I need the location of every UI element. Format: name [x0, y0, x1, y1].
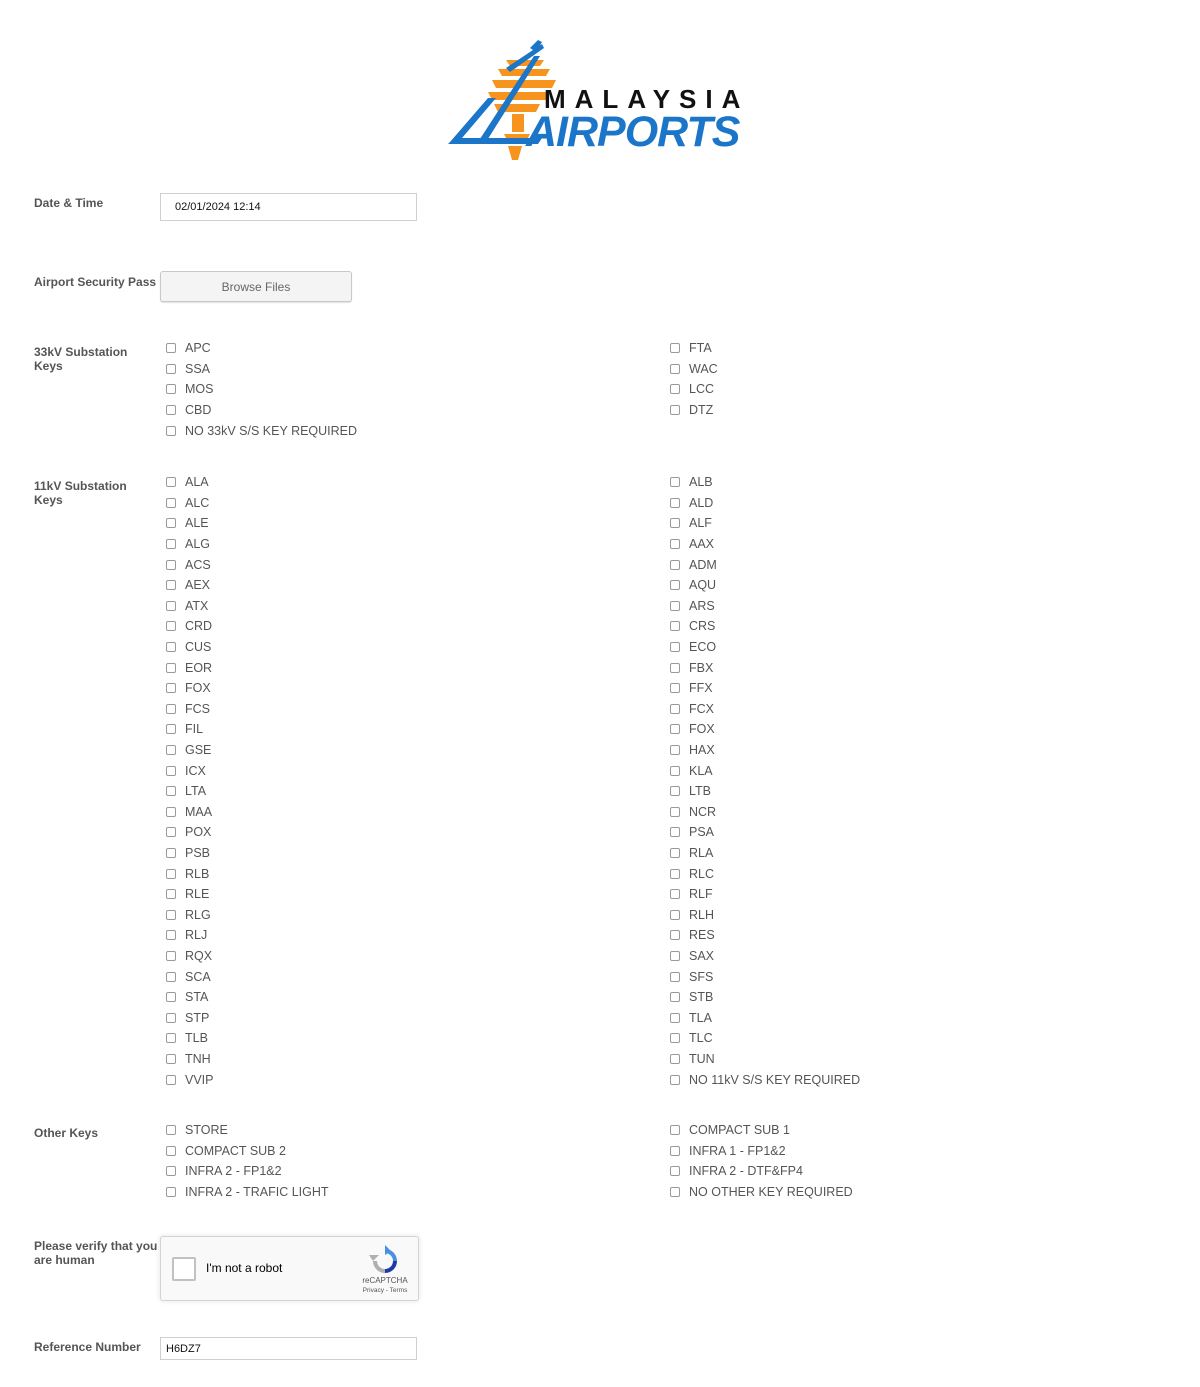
checkbox[interactable] — [166, 518, 176, 528]
checkbox-label: COMPACT SUB 1 — [689, 1123, 790, 1138]
checkbox-label: VVIP — [185, 1072, 214, 1087]
checkbox-option[interactable] — [166, 946, 214, 967]
checkbox-option[interactable] — [166, 616, 214, 637]
checkbox-label: FOX — [185, 681, 211, 696]
browse-files-button[interactable]: Browse Files — [160, 271, 352, 302]
checkbox-option[interactable] — [670, 987, 860, 1008]
checkbox-option[interactable] — [670, 699, 860, 720]
recaptcha-widget — [160, 1236, 419, 1301]
substation-33kv-left-list — [166, 338, 357, 441]
checkbox-label: TLA — [689, 1010, 712, 1025]
reference-number-label: Reference Number — [34, 1340, 141, 1354]
checkbox-label: MAA — [185, 804, 213, 819]
checkbox[interactable] — [670, 518, 680, 528]
checkbox-label: NCR — [689, 804, 717, 819]
checkbox[interactable] — [670, 910, 680, 920]
checkbox-option[interactable] — [670, 359, 718, 380]
checkbox-label: ALB — [689, 475, 713, 490]
checkbox-option[interactable] — [166, 420, 357, 441]
checkbox-label: NO OTHER KEY REQUIRED — [689, 1185, 853, 1200]
checkbox[interactable] — [670, 384, 680, 394]
checkbox-option[interactable] — [166, 1120, 329, 1141]
checkbox-option[interactable] — [670, 904, 860, 925]
checkbox[interactable] — [166, 601, 176, 611]
checkbox[interactable] — [166, 539, 176, 549]
checkbox[interactable] — [166, 477, 176, 487]
checkbox[interactable] — [670, 1033, 680, 1043]
checkbox-option[interactable] — [670, 843, 860, 864]
checkbox[interactable] — [166, 786, 176, 796]
checkbox[interactable] — [670, 560, 680, 570]
checkbox[interactable] — [166, 951, 176, 961]
checkbox-label: RLG — [185, 907, 211, 922]
checkbox-option[interactable] — [166, 472, 214, 493]
checkbox-label: AEX — [185, 578, 211, 593]
checkbox-label: LTA — [185, 784, 207, 799]
checkbox[interactable] — [670, 704, 680, 714]
checkbox[interactable] — [670, 539, 680, 549]
checkbox[interactable] — [166, 992, 176, 1002]
checkbox-option[interactable] — [166, 925, 214, 946]
checkbox[interactable] — [670, 807, 680, 817]
checkbox-option[interactable] — [670, 1007, 860, 1028]
checkbox[interactable] — [670, 477, 680, 487]
recaptcha-text: I'm not a robot — [206, 1261, 283, 1275]
checkbox-label: PSB — [185, 845, 211, 860]
checkbox-option[interactable] — [166, 1007, 214, 1028]
checkbox-option[interactable] — [670, 1161, 853, 1182]
checkbox[interactable] — [670, 745, 680, 755]
checkbox-option[interactable] — [166, 657, 214, 678]
checkbox[interactable] — [670, 601, 680, 611]
checkbox[interactable] — [670, 1054, 680, 1064]
checkbox-label: SFS — [689, 969, 714, 984]
checkbox-label: APC — [185, 341, 211, 356]
other-keys-left-list — [166, 1120, 329, 1202]
checkbox[interactable] — [166, 343, 176, 353]
checkbox[interactable] — [670, 1166, 680, 1176]
checkbox-option[interactable] — [670, 637, 860, 658]
checkbox-option[interactable] — [166, 1028, 214, 1049]
checkbox[interactable] — [670, 1125, 680, 1135]
checkbox-label: NO 11kV S/S KEY REQUIRED — [689, 1072, 861, 1087]
checkbox[interactable] — [670, 930, 680, 940]
security-pass-label: Airport Security Pass — [34, 275, 157, 289]
checkbox-option[interactable] — [166, 1161, 329, 1182]
substation-11kv-right-list — [670, 472, 860, 1090]
checkbox-option[interactable] — [670, 379, 718, 400]
recaptcha-icon — [369, 1245, 401, 1277]
checkbox-label: FIL — [185, 722, 204, 737]
checkbox-option[interactable] — [670, 513, 860, 534]
checkbox-option[interactable] — [670, 554, 860, 575]
checkbox-label: KLA — [689, 763, 713, 778]
checkbox-label: FBX — [689, 660, 714, 675]
recaptcha-checkbox[interactable] — [172, 1257, 196, 1281]
checkbox-option[interactable] — [670, 472, 860, 493]
checkbox[interactable] — [166, 848, 176, 858]
checkbox-option[interactable] — [670, 740, 860, 761]
checkbox-label: STORE — [185, 1123, 228, 1138]
checkbox[interactable] — [166, 869, 176, 879]
checkbox-option[interactable] — [670, 616, 860, 637]
checkbox[interactable] — [670, 405, 680, 415]
checkbox[interactable] — [166, 1166, 176, 1176]
checkbox-label: ATX — [185, 598, 209, 613]
checkbox[interactable] — [670, 683, 680, 693]
checkbox[interactable] — [166, 580, 176, 590]
checkbox[interactable] — [166, 1075, 176, 1085]
checkbox[interactable] — [166, 704, 176, 714]
checkbox-option[interactable] — [670, 1069, 860, 1090]
checkbox-label: INFRA 1 - FP1&2 — [689, 1143, 786, 1158]
checkbox-label: RLE — [185, 887, 210, 902]
captcha-label: Please verify that you are human — [34, 1239, 158, 1267]
checkbox-label: STB — [689, 990, 714, 1005]
checkbox-option[interactable] — [670, 1141, 853, 1162]
datetime-label: Date & Time — [34, 196, 104, 210]
checkbox[interactable] — [166, 405, 176, 415]
checkbox[interactable] — [166, 930, 176, 940]
malaysia-airports-logo — [446, 38, 756, 162]
logo-word-bottom: AIRPORTS — [526, 108, 740, 156]
checkbox[interactable] — [166, 1187, 176, 1197]
checkbox-option[interactable] — [166, 513, 214, 534]
checkbox-option[interactable] — [670, 719, 860, 740]
checkbox[interactable] — [670, 580, 680, 590]
checkbox-label: RES — [689, 928, 715, 943]
checkbox[interactable] — [670, 992, 680, 1002]
checkbox-option[interactable] — [166, 575, 214, 596]
checkbox-label: ALA — [185, 475, 209, 490]
checkbox-option[interactable] — [166, 596, 214, 617]
checkbox-label: RLH — [689, 907, 715, 922]
checkbox-label: RLJ — [185, 928, 208, 943]
checkbox-option[interactable] — [670, 802, 860, 823]
checkbox-label: INFRA 2 - FP1&2 — [185, 1164, 282, 1179]
checkbox[interactable] — [670, 364, 680, 374]
checkbox-label: TNH — [185, 1051, 211, 1066]
checkbox-option[interactable] — [670, 966, 860, 987]
checkbox[interactable] — [670, 724, 680, 734]
checkbox[interactable] — [166, 1013, 176, 1023]
checkbox[interactable] — [670, 343, 680, 353]
checkbox[interactable] — [670, 1075, 680, 1085]
checkbox[interactable] — [670, 621, 680, 631]
checkbox-option[interactable] — [670, 760, 860, 781]
checkbox-label: CRD — [185, 619, 213, 634]
checkbox-label: SCA — [185, 969, 211, 984]
checkbox[interactable] — [166, 1125, 176, 1135]
checkbox-option[interactable] — [670, 534, 860, 555]
checkbox-option[interactable] — [166, 379, 357, 400]
checkbox[interactable] — [670, 766, 680, 776]
substation-33kv-right-list — [670, 338, 718, 420]
checkbox[interactable] — [166, 621, 176, 631]
checkbox-label: INFRA 2 - TRAFIC LIGHT — [185, 1185, 329, 1200]
checkbox-label: AQU — [689, 578, 717, 593]
reference-number-input[interactable]: H6DZ7 — [160, 1337, 417, 1360]
datetime-input[interactable]: 02/01/2024 12:14 — [160, 193, 417, 221]
checkbox-label: STP — [185, 1010, 210, 1025]
checkbox[interactable] — [166, 807, 176, 817]
checkbox-label: RLA — [689, 845, 714, 860]
substation-11kv-label: 11kV Substation Keys — [34, 479, 127, 507]
checkbox-option[interactable] — [166, 400, 357, 421]
checkbox-label: FTA — [689, 341, 712, 356]
checkbox-label: INFRA 2 - DTF&FP4 — [689, 1164, 803, 1179]
other-keys-label: Other Keys — [34, 1126, 99, 1140]
checkbox-label: DTZ — [689, 403, 714, 418]
checkbox-option[interactable] — [166, 534, 214, 555]
checkbox-label: CUS — [185, 640, 212, 655]
checkbox-option[interactable] — [670, 575, 860, 596]
checkbox-option[interactable] — [166, 1182, 329, 1203]
checkbox-label: RLF — [689, 887, 713, 902]
checkbox-option[interactable] — [166, 822, 214, 843]
checkbox-label: RLB — [185, 866, 210, 881]
checkbox-label: TLB — [185, 1031, 208, 1046]
checkbox-label: TUN — [689, 1051, 715, 1066]
checkbox-label: FFX — [689, 681, 713, 696]
checkbox-label: ALD — [689, 495, 714, 510]
checkbox[interactable] — [166, 889, 176, 899]
checkbox[interactable] — [166, 766, 176, 776]
checkbox-option[interactable] — [166, 781, 214, 802]
checkbox-option[interactable] — [166, 760, 214, 781]
checkbox-label: ACS — [185, 557, 211, 572]
checkbox-option[interactable] — [670, 338, 718, 359]
checkbox-label: GSE — [185, 743, 212, 758]
checkbox-option[interactable] — [166, 1141, 329, 1162]
checkbox-option[interactable] — [166, 1049, 214, 1070]
checkbox[interactable] — [670, 1146, 680, 1156]
checkbox-label: ICX — [185, 763, 206, 778]
checkbox[interactable] — [166, 384, 176, 394]
checkbox[interactable] — [166, 426, 176, 436]
substation-11kv-left-list — [166, 472, 214, 1090]
checkbox-option[interactable] — [166, 719, 214, 740]
checkbox[interactable] — [670, 1013, 680, 1023]
checkbox-option[interactable] — [166, 802, 214, 823]
checkbox[interactable] — [166, 910, 176, 920]
checkbox-option[interactable] — [670, 493, 860, 514]
checkbox-option[interactable] — [166, 637, 214, 658]
checkbox-label: TLC — [689, 1031, 713, 1046]
checkbox-label: EOR — [185, 660, 213, 675]
checkbox-option[interactable] — [670, 884, 860, 905]
checkbox-label: WAC — [689, 361, 718, 376]
checkbox-label: CBD — [185, 403, 212, 418]
checkbox[interactable] — [166, 642, 176, 652]
checkbox-option[interactable] — [670, 822, 860, 843]
checkbox-option[interactable] — [670, 400, 718, 421]
checkbox-option[interactable] — [166, 863, 214, 884]
checkbox-option[interactable] — [670, 863, 860, 884]
checkbox-option[interactable] — [166, 493, 214, 514]
checkbox[interactable] — [670, 663, 680, 673]
checkbox-label: ADM — [689, 557, 717, 572]
recaptcha-privacy-terms[interactable]: Privacy - Terms — [362, 1287, 408, 1294]
checkbox-label: RQX — [185, 948, 213, 963]
checkbox-label: FOX — [689, 722, 715, 737]
checkbox-option[interactable] — [670, 1028, 860, 1049]
checkbox[interactable] — [670, 498, 680, 508]
checkbox-label: FCS — [185, 701, 210, 716]
checkbox-label: SSA — [185, 361, 211, 376]
checkbox-label: ECO — [689, 640, 717, 655]
checkbox-label: LTB — [689, 784, 711, 799]
checkbox[interactable] — [166, 683, 176, 693]
checkbox-label: CRS — [689, 619, 716, 634]
checkbox-option[interactable] — [670, 781, 860, 802]
checkbox-label: NO 33kV S/S KEY REQUIRED — [185, 423, 358, 438]
recaptcha-brand: reCAPTCHA — [362, 1276, 408, 1285]
checkbox[interactable] — [670, 889, 680, 899]
checkbox-option[interactable] — [166, 987, 214, 1008]
checkbox-option[interactable] — [166, 884, 214, 905]
checkbox-label: FCX — [689, 701, 714, 716]
checkbox-label: PSA — [689, 825, 715, 840]
checkbox[interactable] — [166, 724, 176, 734]
checkbox-option[interactable] — [166, 740, 214, 761]
checkbox[interactable] — [166, 745, 176, 755]
checkbox[interactable] — [166, 827, 176, 837]
checkbox[interactable] — [670, 848, 680, 858]
checkbox-option[interactable] — [166, 843, 214, 864]
checkbox-label: ALE — [185, 516, 209, 531]
checkbox-label: STA — [185, 990, 209, 1005]
checkbox-label: ALF — [689, 516, 712, 531]
substation-33kv-label: 33kV Substation Keys — [34, 345, 128, 373]
checkbox-label: RLC — [689, 866, 715, 881]
checkbox-option[interactable] — [166, 338, 357, 359]
checkbox[interactable] — [670, 951, 680, 961]
checkbox[interactable] — [670, 869, 680, 879]
checkbox-option[interactable] — [166, 1069, 214, 1090]
checkbox-option[interactable] — [670, 925, 860, 946]
other-keys-right-list — [670, 1120, 853, 1202]
checkbox-label: ARS — [689, 598, 715, 613]
checkbox-label: MOS — [185, 382, 214, 397]
checkbox-option[interactable] — [670, 1049, 860, 1070]
checkbox-label: ALC — [185, 495, 210, 510]
checkbox-option[interactable] — [166, 359, 357, 380]
checkbox-label: POX — [185, 825, 212, 840]
checkbox[interactable] — [166, 364, 176, 374]
checkbox-option[interactable] — [670, 946, 860, 967]
checkbox[interactable] — [670, 786, 680, 796]
checkbox-option[interactable] — [166, 966, 214, 987]
checkbox-label: COMPACT SUB 2 — [185, 1143, 286, 1158]
checkbox-label: HAX — [689, 743, 715, 758]
checkbox[interactable] — [166, 663, 176, 673]
checkbox-label: LCC — [689, 382, 715, 397]
checkbox[interactable] — [166, 1054, 176, 1064]
checkbox-option[interactable] — [670, 1120, 853, 1141]
checkbox-option[interactable] — [166, 904, 214, 925]
checkbox[interactable] — [670, 827, 680, 837]
checkbox-label: AAX — [689, 537, 715, 552]
checkbox[interactable] — [670, 1187, 680, 1197]
checkbox-label: SAX — [689, 948, 715, 963]
checkbox[interactable] — [166, 498, 176, 508]
logo-word-top: MALAYSIA — [544, 84, 750, 114]
checkbox-option[interactable] — [670, 1182, 853, 1203]
checkbox-option[interactable] — [670, 678, 860, 699]
checkbox[interactable] — [670, 972, 680, 982]
checkbox[interactable] — [166, 972, 176, 982]
checkbox[interactable] — [166, 1146, 176, 1156]
checkbox-option[interactable] — [166, 699, 214, 720]
checkbox-option[interactable] — [670, 657, 860, 678]
checkbox[interactable] — [166, 560, 176, 570]
checkbox-option[interactable] — [166, 554, 214, 575]
checkbox[interactable] — [166, 1033, 176, 1043]
checkbox-option[interactable] — [670, 596, 860, 617]
checkbox[interactable] — [670, 642, 680, 652]
checkbox-option[interactable] — [166, 678, 214, 699]
checkbox-label: ALG — [185, 537, 211, 552]
